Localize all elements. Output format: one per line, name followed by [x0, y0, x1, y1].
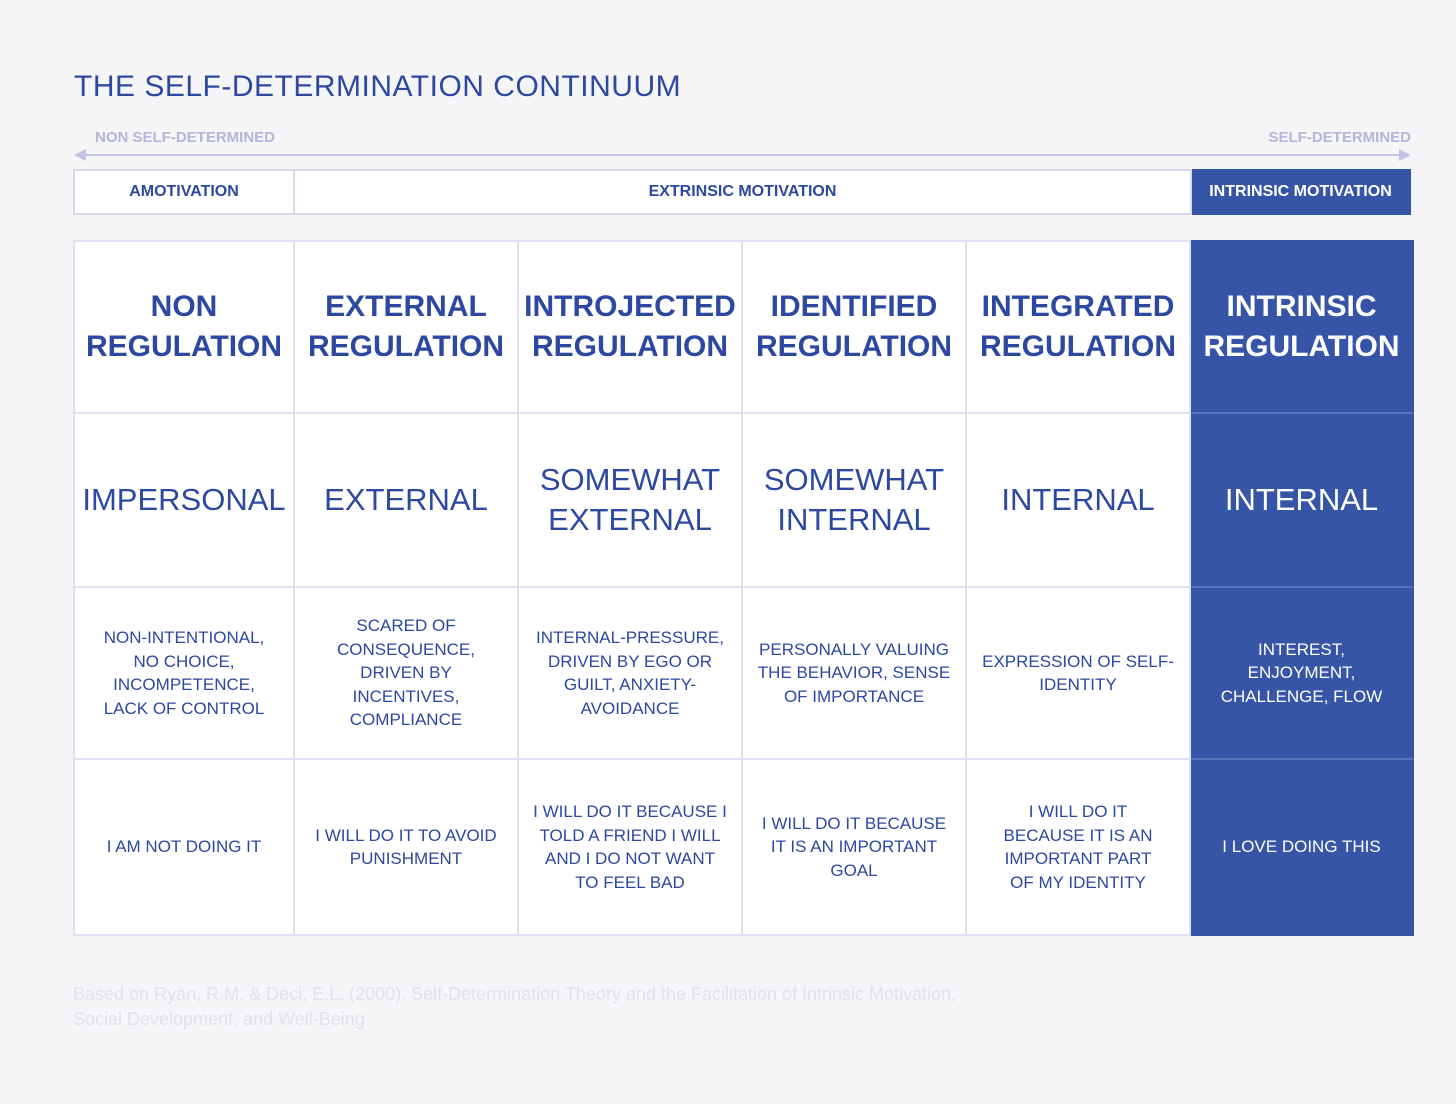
description-cell: INTEREST, ENJOYMENT, CHALLENGE, FLOW	[1191, 588, 1414, 760]
example-cell: I WILL DO IT BECAUSE I TOLD A FRIEND I WILL AND I DO NOT WANT TO FEEL BAD	[519, 760, 743, 936]
description-cell: PERSONALLY VALUING THE BEHAVIOR, SENSE OF IMPORTANCE	[743, 588, 967, 760]
locus-cell: IMPERSONAL	[73, 414, 295, 588]
regulation-heading: EXTERNAL REGULATION	[295, 240, 519, 414]
regulation-heading: INTEGRATED REGULATION	[967, 240, 1191, 414]
description-cell: NON-INTENTIONAL, NO CHOICE, INCOMPETENCE, LACK OF CONTROL	[73, 588, 295, 760]
locus-cell: SOMEWHAT INTERNAL	[743, 414, 967, 588]
example-cell: I AM NOT DOING IT	[73, 760, 295, 936]
example-cell: I WILL DO IT BECAUSE IT IS AN IMPORTANT GOAL	[743, 760, 967, 936]
description-cell: SCARED OF CONSEQUENCE, DRIVEN BY INCENTIVES, COMPLIANCE	[295, 588, 519, 760]
category-row	[73, 169, 1411, 215]
citation-line-2: Social Development, and Well-Being	[73, 1009, 365, 1029]
regulation-heading: INTROJECTED REGULATION	[519, 240, 743, 414]
example-cell: I WILL DO IT BECAUSE IT IS AN IMPORTANT PART OF MY IDENTITY	[967, 760, 1191, 936]
regulation-heading: NON REGULATION	[73, 240, 295, 414]
example-cell: I WILL DO IT TO AVOID PUNISHMENT	[295, 760, 519, 936]
axis-right-label: SELF-DETERMINED	[1268, 129, 1411, 146]
description-cell: INTERNAL-PRESSURE, DRIVEN BY EGO OR GUILT, ANXIETY-AVOIDANCE	[519, 588, 743, 760]
regulation-heading: IDENTIFIED REGULATION	[743, 240, 967, 414]
category-amotivation: AMOTIVATION	[73, 169, 295, 215]
citation	[73, 982, 1173, 1032]
continuum-arrow	[74, 148, 1411, 162]
locus-cell: SOMEWHAT EXTERNAL	[519, 414, 743, 588]
axis-left-label: NON SELF-DETERMINED	[95, 129, 275, 146]
locus-cell: INTERNAL	[1191, 414, 1414, 588]
locus-cell: EXTERNAL	[295, 414, 519, 588]
citation-line-1: Based on Ryan, R.M. & Deci, E.L. (2000). Self-Determination Theory and the Facilitation of Intrinsic Motivation,	[73, 984, 957, 1004]
page-title: THE SELF-DETERMINATION CONTINUUM	[74, 70, 682, 103]
arrow-right-icon	[1399, 149, 1411, 161]
description-cell: EXPRESSION OF SELF-IDENTITY	[967, 588, 1191, 760]
arrow-left-icon	[74, 149, 86, 161]
locus-cell: INTERNAL	[967, 414, 1191, 588]
regulation-heading: INTRINSIC REGULATION	[1191, 240, 1414, 414]
category-intrinsic: INTRINSIC MOTIVATION	[1192, 169, 1411, 215]
continuum-grid	[73, 240, 1414, 936]
category-extrinsic: EXTRINSIC MOTIVATION	[295, 169, 1192, 215]
example-cell: I LOVE DOING THIS	[1191, 760, 1414, 936]
